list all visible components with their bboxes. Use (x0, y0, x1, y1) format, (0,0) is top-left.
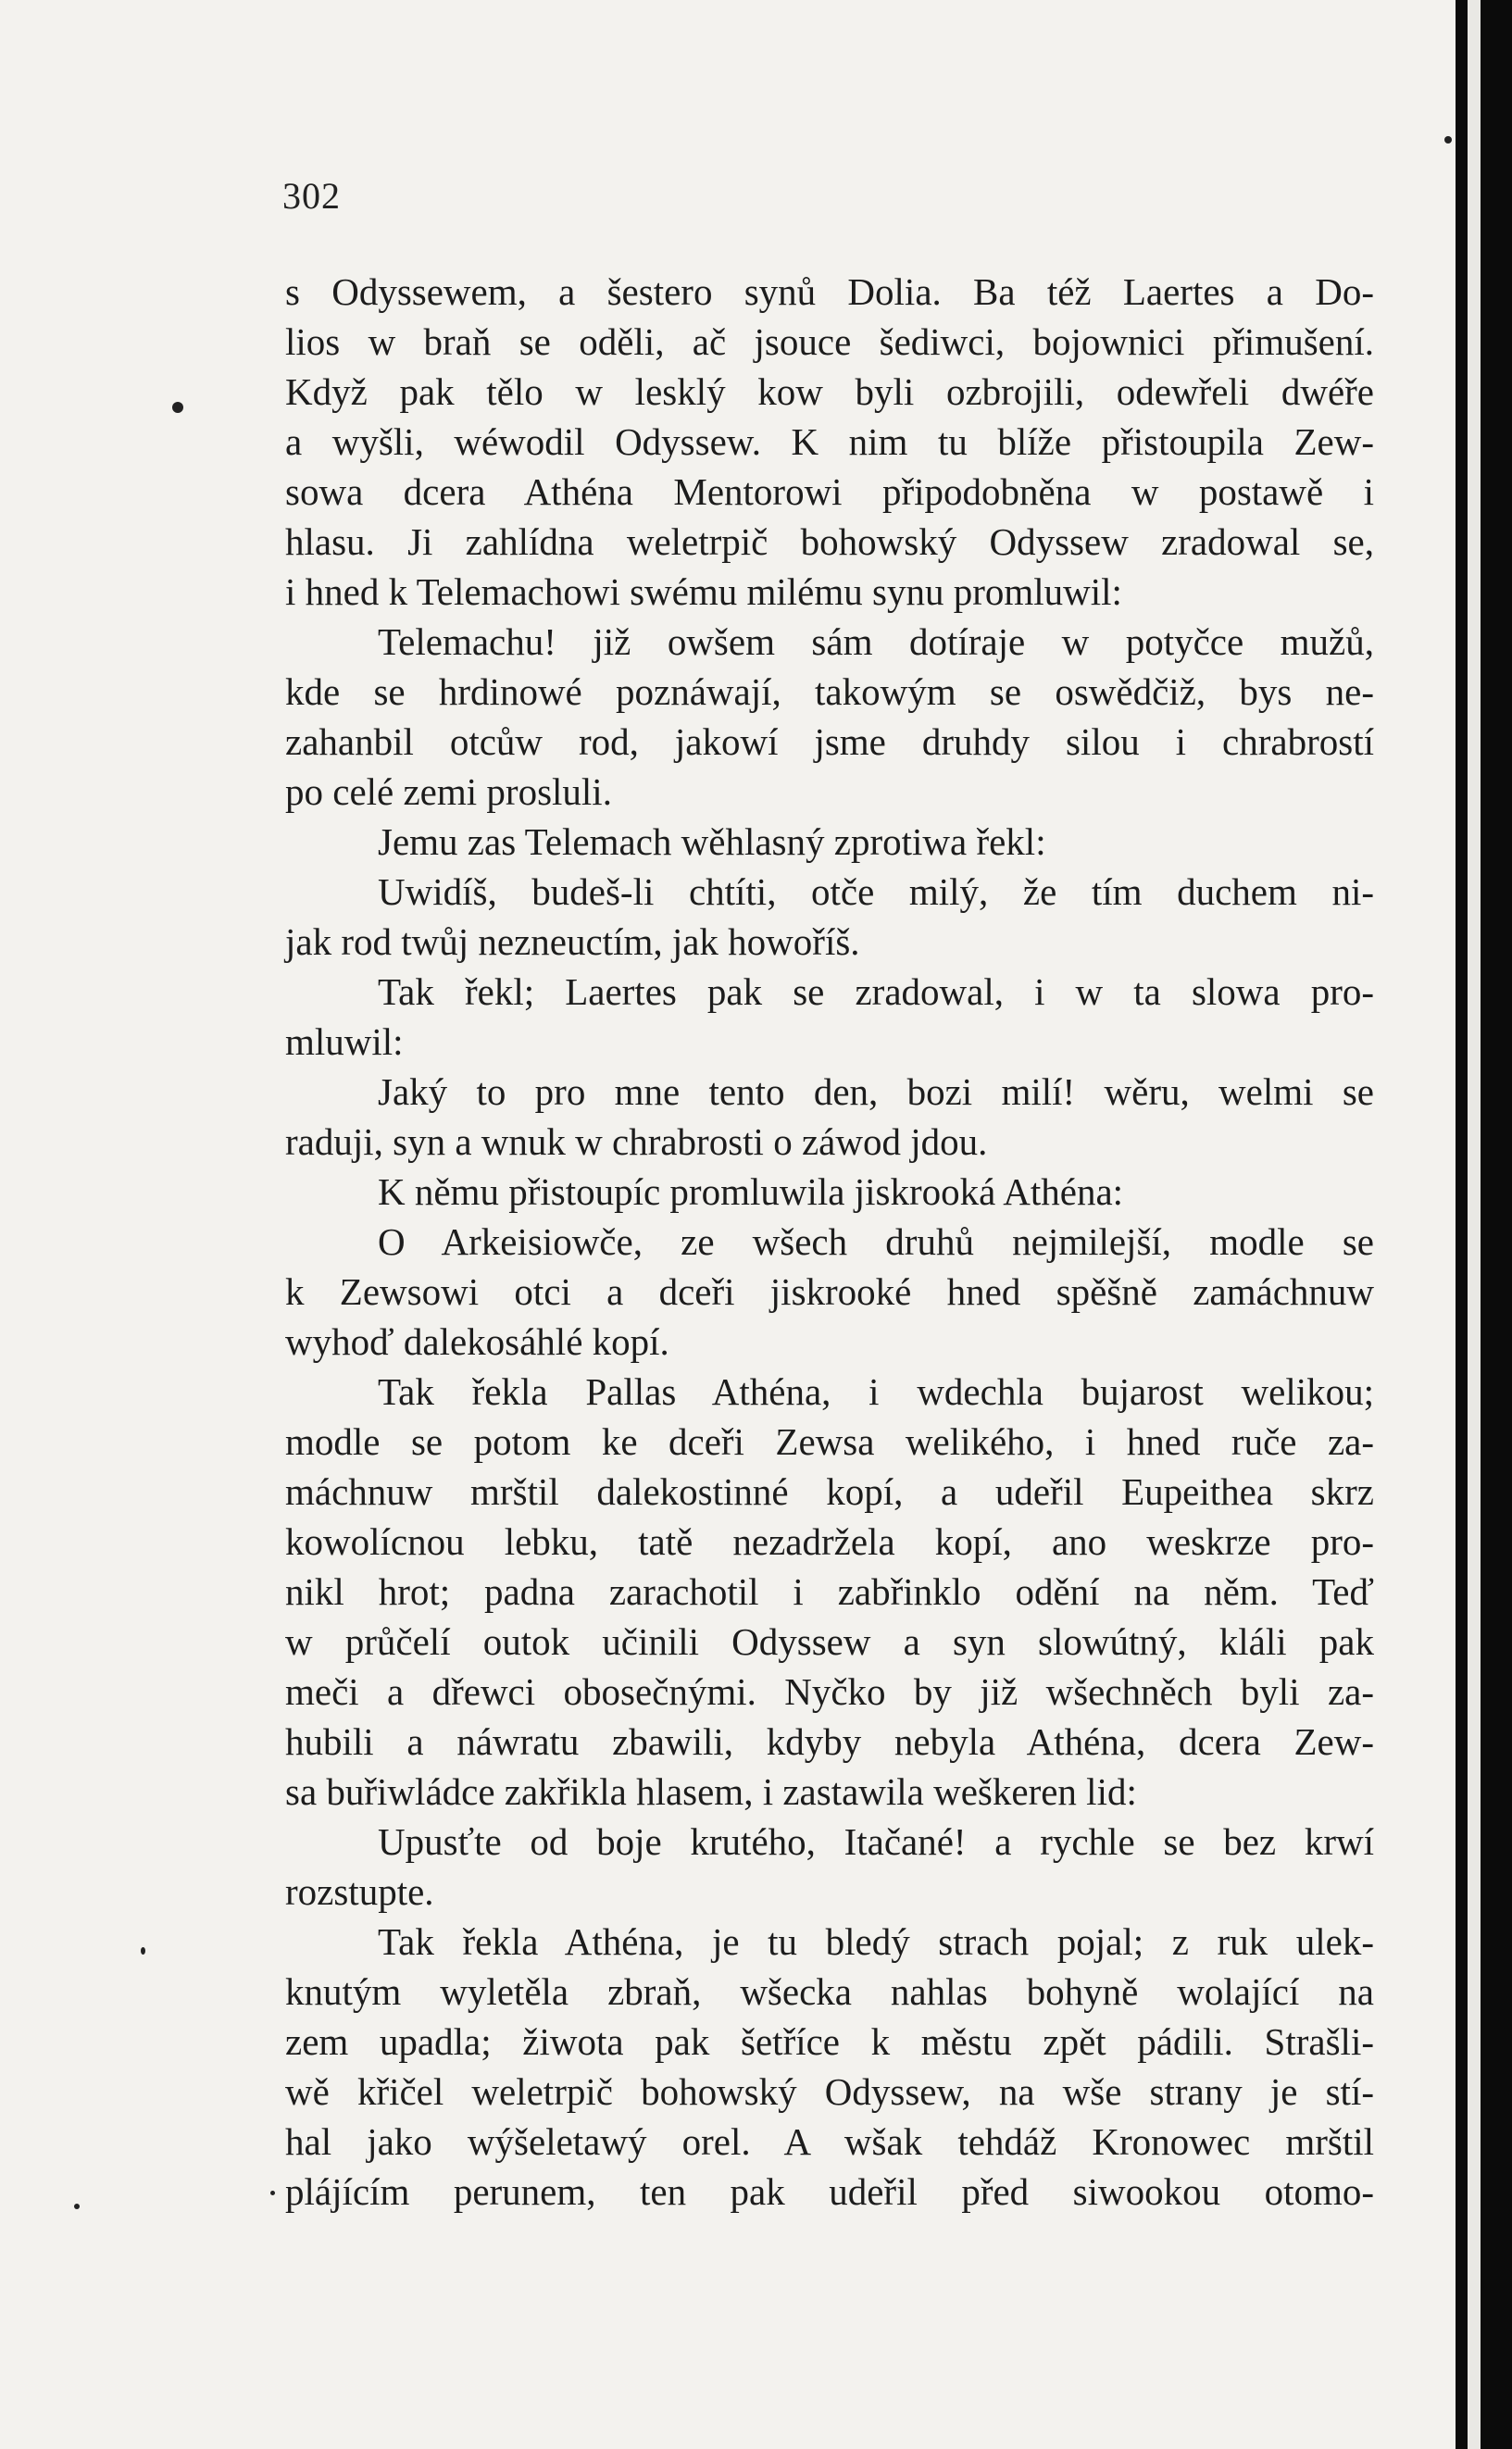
text-line: Tak řekla Athéna, je tu bledý strach pojal; z ruk ulek- (378, 1920, 1374, 1963)
scan-speck (270, 2191, 275, 2195)
scan-border-right (1456, 0, 1512, 2449)
text-line: O Arkeisiowče, ze wšech druhů nejmilejší, modle se (378, 1220, 1374, 1263)
text-line: i hned k Telemachowi swému milému synu promluwil: (285, 570, 1122, 613)
text-line: modle se potom ke dceři Zewsa welikého, i hned ruče za- (285, 1420, 1374, 1463)
text-line: lios w braň se oděli, ač jsouce šediwci, bojownici přimušení. (285, 320, 1374, 363)
text-line: knutým wyletěla zbraň, wšecka nahlas bohyně wolající na (285, 1970, 1374, 2013)
text-line: Jemu zas Telemach wěhlasný zprotiwa řekl: (378, 820, 1046, 863)
text-line: zem upadla; žiwota pak šetříce k městu zpět pádili. Strašli- (285, 2020, 1374, 2063)
text-line: meči a dřewci obosečnými. Nyčko by již wšechněch byli za- (285, 1670, 1374, 1713)
text-line: Upusťte od boje krutého, Itačané! a rychle se bez krwí (378, 1820, 1374, 1863)
scan-speck (172, 402, 183, 413)
scan-speck (74, 2204, 80, 2209)
text-line: wyhoď dalekosáhlé kopí. (285, 1320, 669, 1363)
text-line: zahanbil otcůw rod, jakowí jsme druhdy silou i chrabrostí (285, 720, 1374, 763)
page-edge-strip (1468, 0, 1481, 2449)
text-line: hlasu. Ji zahlídna weletrpič bohowský Odyssew zradowal se, (285, 520, 1374, 563)
text-line: a wyšli, wéwodil Odyssew. K nim tu blíže přistoupila Zew- (285, 420, 1374, 463)
text-line: jak rod twůj nezneuctím, jak howoříš. (285, 920, 860, 963)
scan-speck (1444, 136, 1452, 144)
text-line: máchnuw mrštil dalekostinné kopí, a udeřil Eupeithea skrz (285, 1470, 1374, 1513)
text-line: Tak řekla Pallas Athéna, i wdechla bujarost welikou; (378, 1370, 1374, 1413)
text-line: Uwidíš, budeš-li chtíti, otče milý, že tím duchem ni- (378, 870, 1374, 913)
text-line: po celé zemi prosluli. (285, 770, 612, 813)
text-line: K němu přistoupíc promluwila jiskrooká Athéna: (378, 1170, 1124, 1213)
text-line: Když pak tělo w lesklý kow byli ozbrojili, odewřeli dwéře (285, 370, 1374, 413)
text-line: rozstupte. (285, 1870, 434, 1913)
text-line: nikl hrot; padna zarachotil i zabřinklo odění na něm. Teď (285, 1570, 1374, 1613)
text-line: w průčelí outok učinili Odyssew a syn slowútný, kláli pak (285, 1620, 1374, 1663)
text-line: k Zewsowi otci a dceři jiskrooké hned spěšně zamáchnuw (285, 1270, 1374, 1313)
text-line: sa buřiwládce zakřikla hlasem, i zastawila weškeren lid: (285, 1770, 1137, 1813)
text-line: mluwil: (285, 1020, 404, 1063)
text-line: kowolícnou lebku, tatě nezadržela kopí, ano weskrze pro- (285, 1520, 1374, 1563)
scan-speck (141, 1947, 145, 1955)
text-line: s Odyssewem, a šestero synů Dolia. Ba též Laertes a Do- (285, 270, 1374, 313)
text-line: Tak řekl; Laertes pak se zradowal, i w ta slowa pro- (378, 970, 1374, 1013)
text-line: raduji, syn a wnuk w chrabrosti o záwod jdou. (285, 1120, 988, 1163)
text-line: Telemachu! již owšem sám dotíraje w potyčce mužů, (378, 620, 1374, 663)
text-line: wě křičel weletrpič bohowský Odyssew, na wše strany je stí- (285, 2070, 1374, 2113)
page-number: 302 (282, 175, 341, 217)
text-line: hal jako wýšeletawý orel. A wšak tehdáž Kronowec mrštil (285, 2120, 1374, 2163)
body-text (285, 267, 1374, 2217)
text-line: plájícím perunem, ten pak udeřil před siwookou otomo- (285, 2170, 1374, 2213)
text-line: Jaký to pro mne tento den, bozi milí! wěru, welmi se (378, 1070, 1374, 1113)
text-line: sowa dcera Athéna Mentorowi připodobněna w postawě i (285, 470, 1374, 513)
text-line: hubili a náwratu zbawili, kdyby nebyla Athéna, dcera Zew- (285, 1720, 1374, 1763)
text-line: kde se hrdinowé poznáwají, takowým se oswědčiž, bys ne- (285, 670, 1374, 713)
